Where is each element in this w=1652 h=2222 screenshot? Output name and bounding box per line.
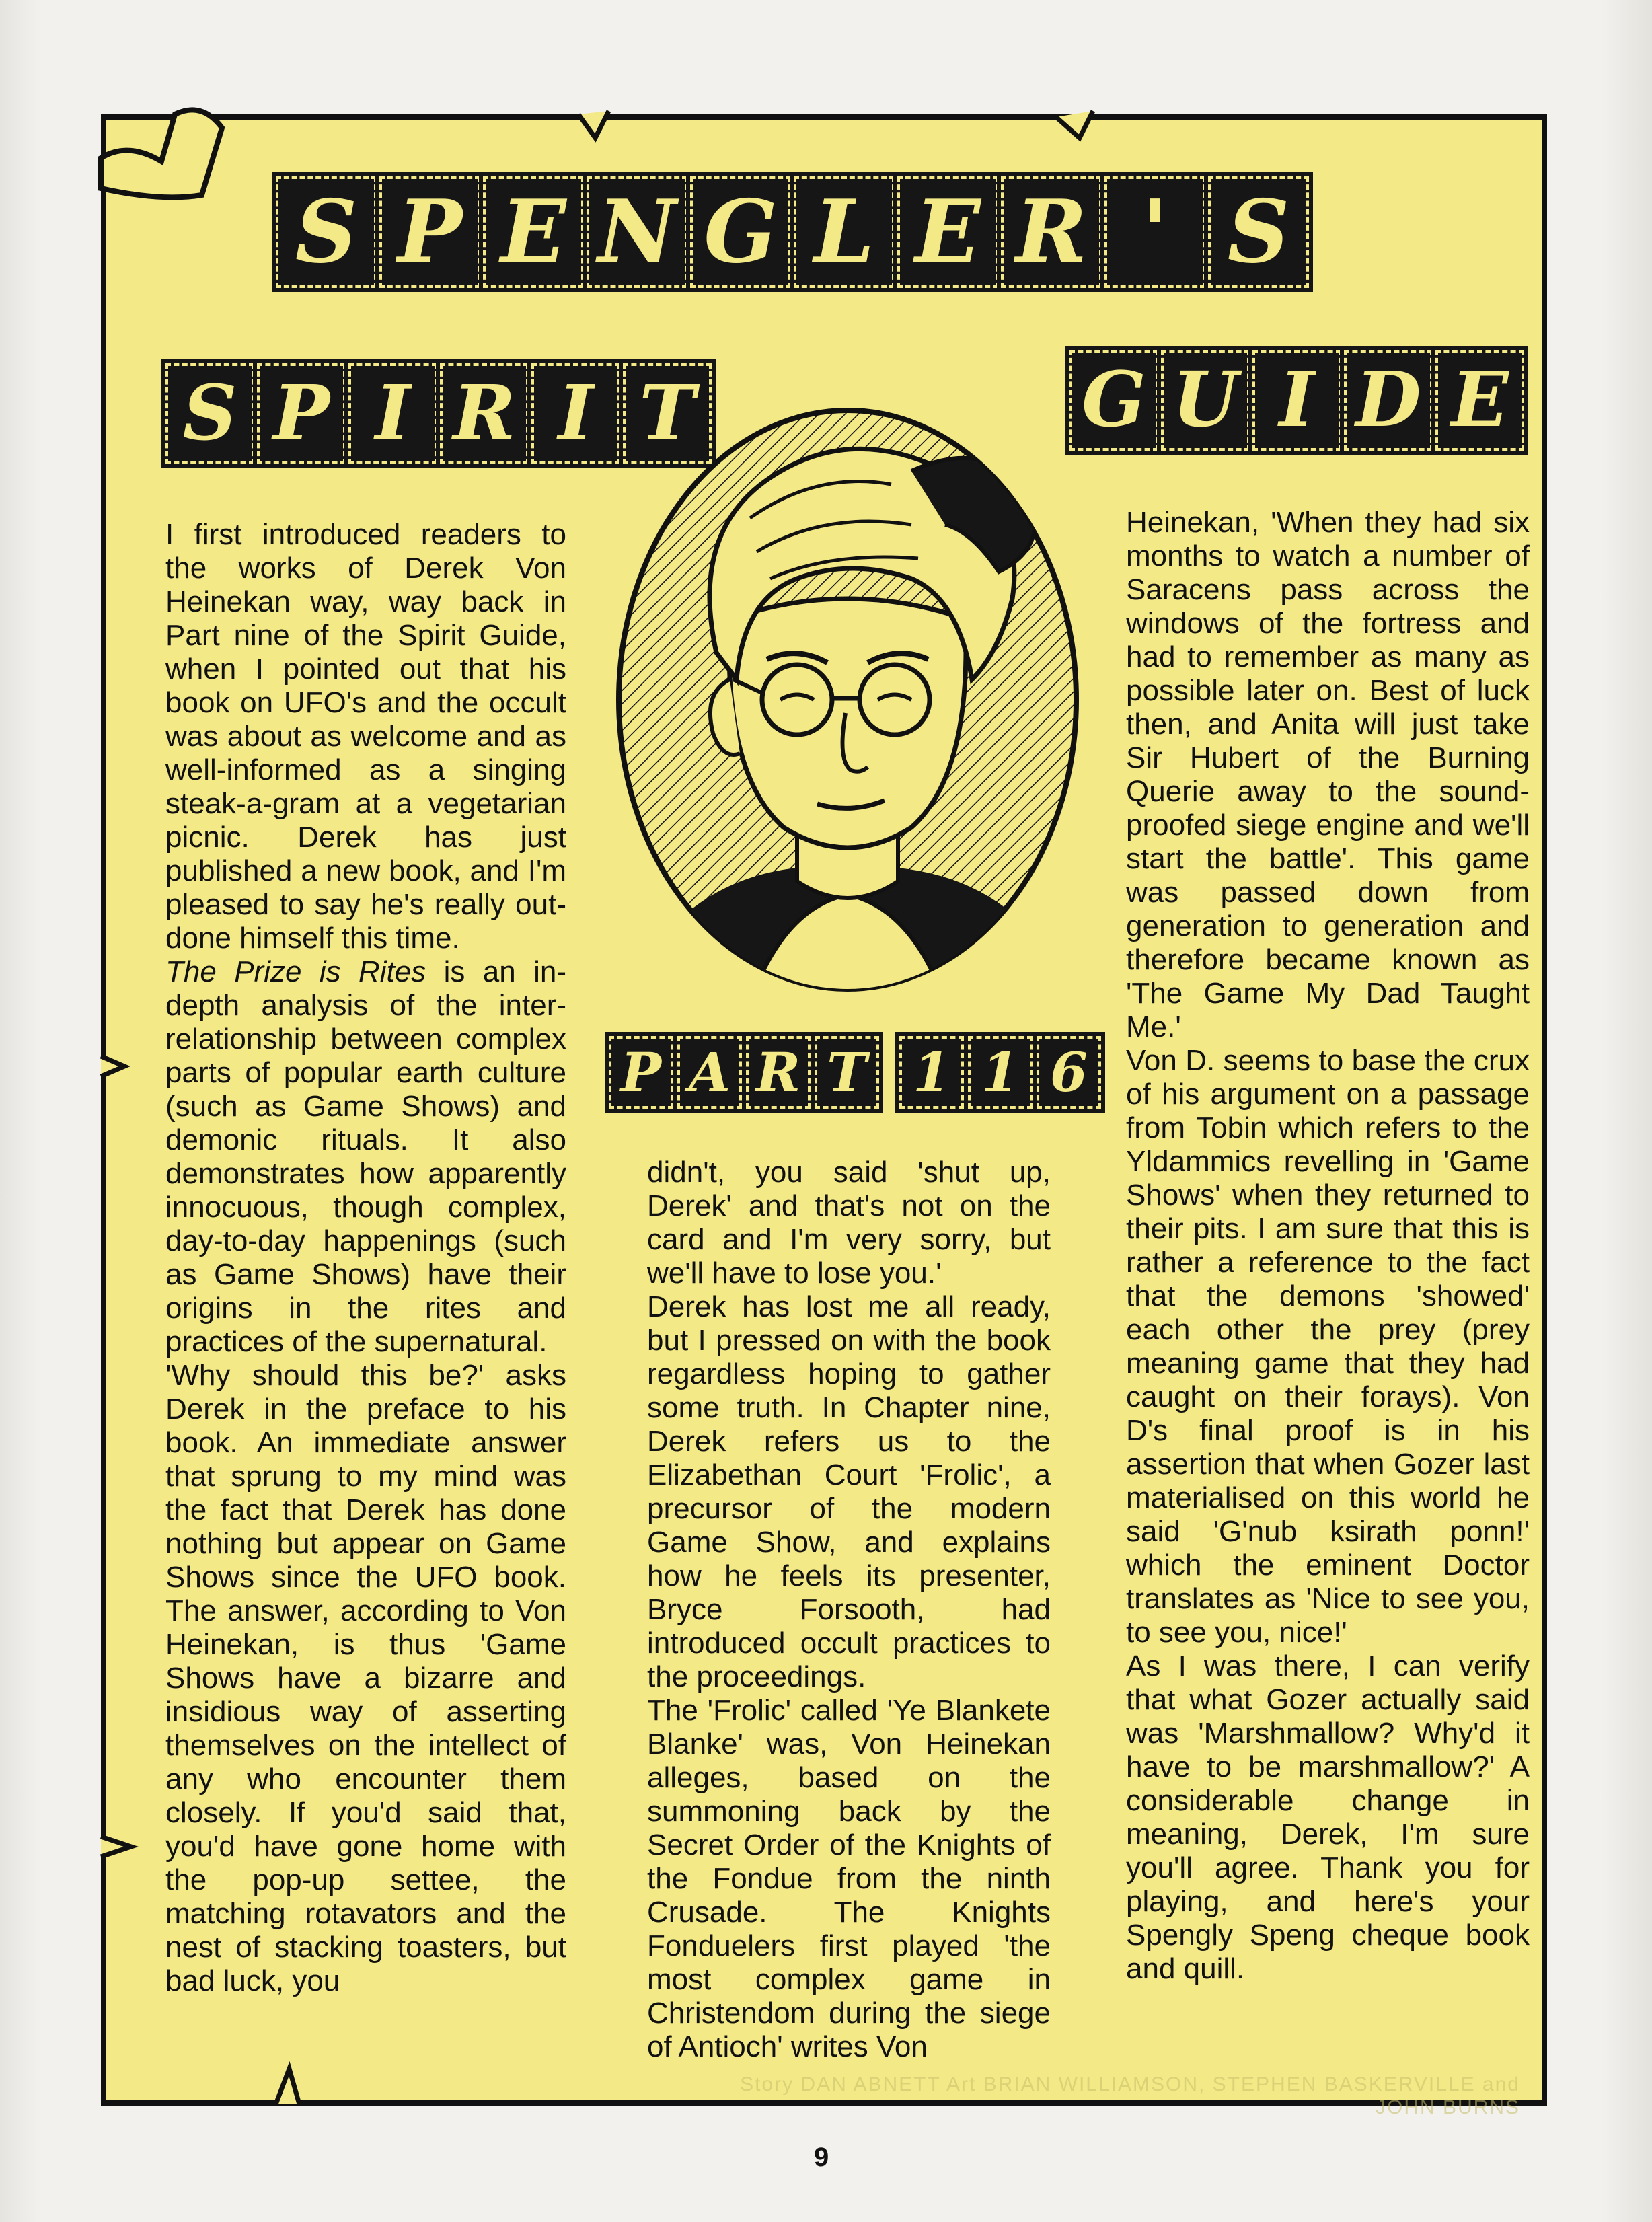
title-letter: ' xyxy=(1104,176,1205,288)
title-letter: I xyxy=(348,363,437,464)
part-letter: A xyxy=(677,1036,742,1109)
title-letter: S xyxy=(1208,176,1309,288)
article-column-3 xyxy=(1126,506,1530,1986)
paragraph: Derek has lost me all ready, but I pressed on with the book regardless hoping to gather some truth. In Chapter nine, Derek refers us to the Elizabethan Court 'Frolic', a precursor of the modern Game Show, and explains how he feels its presenter, Bryce Forsooth, had introduced occult practices to the proceedings. xyxy=(647,1290,1051,1693)
title-letter: L xyxy=(794,176,895,288)
title-letter: T xyxy=(623,363,712,464)
article-column-1 xyxy=(165,518,566,1998)
title-letter: I xyxy=(1252,350,1341,451)
title-letter: R xyxy=(440,363,529,464)
title-letter: G xyxy=(690,176,791,288)
part-heading xyxy=(609,1036,1101,1109)
title-spenglers xyxy=(276,176,1309,288)
title-letter: U xyxy=(1161,350,1250,451)
title-guide xyxy=(1069,350,1524,451)
part-letter: P xyxy=(609,1036,673,1109)
title-letter: P xyxy=(379,176,480,288)
spengler-portrait-icon xyxy=(595,397,1100,1002)
book-title: The Prize is Rites xyxy=(165,955,426,988)
title-letter: S xyxy=(276,176,377,288)
paragraph: didn't, you said 'shut up, Derek' and that's not on the card and I'm very sorry, but we'll have to lose you.' xyxy=(647,1156,1051,1290)
paragraph-text: is an in-depth analysis of the inter-relationship between complex parts of popular earth culture (such as Game Shows) and demonic rituals. It also demonstrates how apparently innocuous, though complex, day-to-day happenings (such as Game Shows) have their origins in the rites and practices of the supernatural. xyxy=(165,955,566,1358)
title-letter: E xyxy=(897,176,998,288)
paragraph: Von D. seems to base the crux of his argument on a passage from Tobin which refers to the Yldammics revelling in 'Game Shows' when they returned to their pits. I am sure that this is rather a reference to the fact that the demons 'showed' each other the prey (prey meaning game that they had caught on their forays). Von D's final proof is in his assertion that when Gozer last materialised on this world he said 'G'nub ksirath ponn!' which the eminent Doctor translates as 'Nice to see you, to see you, nice!' xyxy=(1126,1044,1530,1649)
part-letter: T xyxy=(815,1036,879,1109)
article-column-2 xyxy=(647,1156,1051,2064)
title-letter: P xyxy=(257,363,346,464)
faint-credits: Story DAN ABNETT Art BRIAN WILLIAMSON, STEPHEN BASKERVILLE and JOHN BURNS xyxy=(740,2073,1520,2118)
title-letter: S xyxy=(165,363,254,464)
paragraph: The 'Frolic' called 'Ye Blankete Blanke' was, Von Heinekan alleges, based on the summoning back by the Secret Order of the Knights of the Fondue from the ninth Crusade. The Knights Fonduelers first played 'the most complex game in Christendom during the siege of Antioch' writes Von xyxy=(647,1694,1051,2063)
title-letter: D xyxy=(1344,350,1433,451)
paragraph: 'Why should this be?' asks Derek in the preface to his book. An immediate answer that sprung to my mind was the fact that Derek has done nothing but appear on Game Shows since the UFO book. The answer, according to Von Heinekan, is thus 'Game Shows have a bizarre and insidious way of asserting themselves on the intellect of any who encounter them closely. If you'd said that, you'd have gone home with the pop-up settee, the matching rotavators and the nest of stacking toasters, but bad luck, you xyxy=(165,1359,566,1997)
title-letter: R xyxy=(1001,176,1102,288)
part-digit: 1 xyxy=(899,1036,964,1109)
page-number: 9 xyxy=(814,2143,829,2172)
title-letter: G xyxy=(1069,350,1158,451)
part-digit: 6 xyxy=(1037,1036,1101,1109)
paragraph: As I was there, I can verify that what Gozer actually said was 'Marshmallow? Why'd it have to be marshmallow?' A considerable change in meaning, Derek, I'm sure you'll agree. Thank you for playing, and here's your Spengly Speng cheque book and quill. xyxy=(1126,1650,1530,1985)
title-letter: E xyxy=(483,176,584,288)
title-letter: I xyxy=(531,363,620,464)
paragraph xyxy=(165,955,566,1359)
paragraph: I first introduced readers to the works of Derek Von Heinekan way, way back in Part nine of the Spirit Guide, when I pointed out that his book on UFO's and the occult was about as welcome and as well-informed as a singing steak-a-gram at a vegetarian picnic. Derek has just published a new book, and I'm pleased to say he's really out-done himself this time. xyxy=(165,518,566,955)
part-digit: 1 xyxy=(968,1036,1032,1109)
title-letter: N xyxy=(587,176,687,288)
part-letter: R xyxy=(746,1036,811,1109)
paragraph: Heinekan, 'When they had six months to watch a number of Saracens pass across the windows of the fortress and had to remember as many as possible later on. Best of luck then, and Anita will just take Sir Hubert of the Burning Querie away to the sound-proofed siege engine and we'll start the battle'. This game was passed down from generation to generation and therefore became known as 'The Game My Dad Taught Me.' xyxy=(1126,506,1530,1043)
title-letter: E xyxy=(1435,350,1524,451)
